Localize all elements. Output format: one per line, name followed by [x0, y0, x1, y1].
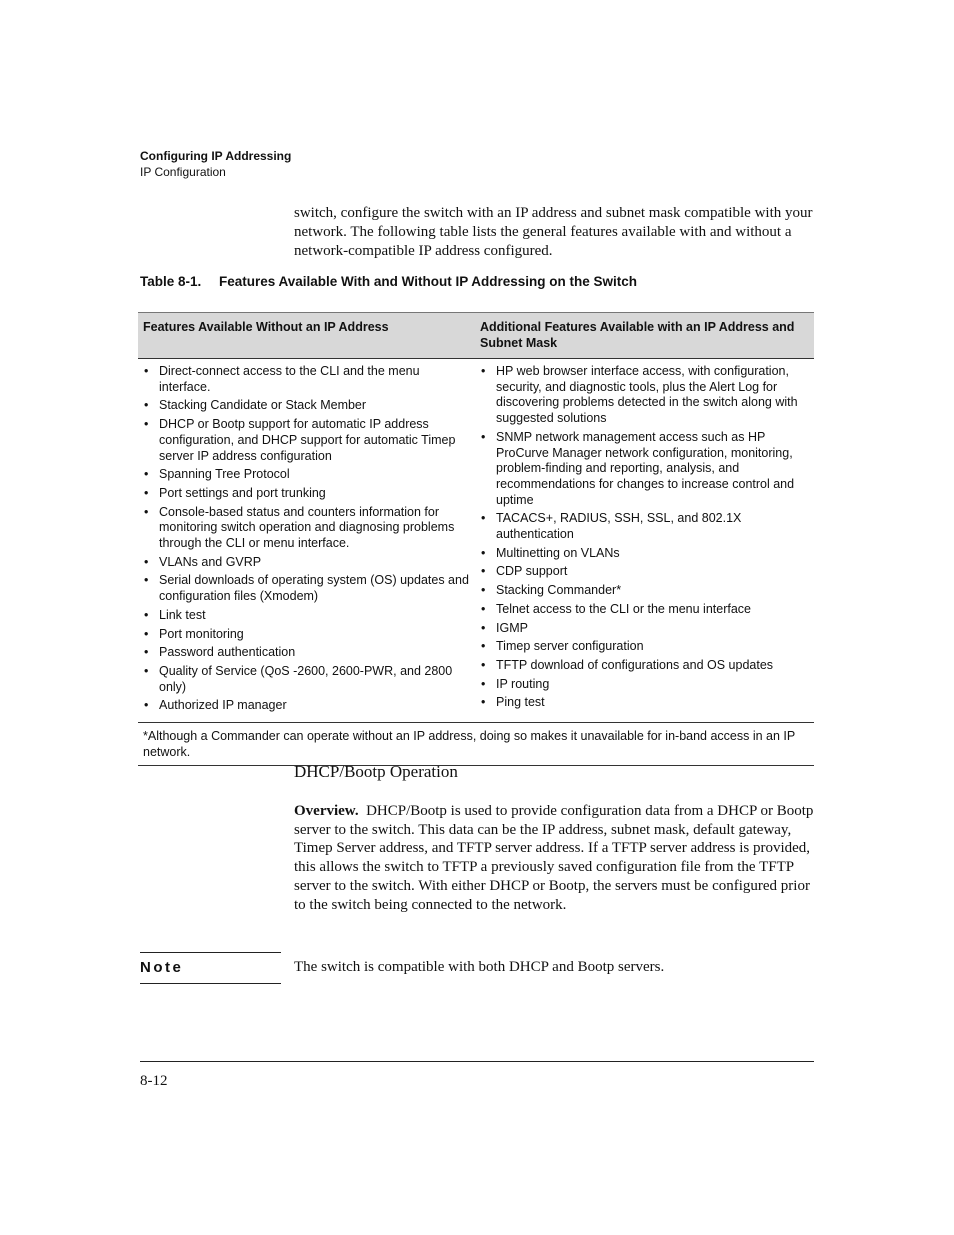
- list-item: • Port settings and port trunking: [144, 485, 326, 500]
- table-row: [138, 359, 814, 723]
- list-item: • Timep server configuration: [481, 639, 644, 654]
- header-without-ip: Features Available Without an IP Address: [138, 313, 475, 359]
- list-item: • DHCP or Bootp support for automatic IP address configuration, and DHCP support for automatic Timep server IP address configuration: [144, 417, 456, 463]
- list-item: • Ping test: [481, 695, 545, 710]
- list-item: • Quality of Service (QoS -2600, 2600-PWR, and 2800 only): [144, 663, 453, 694]
- features-table: [138, 312, 814, 766]
- footer-divider: [140, 1061, 814, 1062]
- note-text: The switch is compatible with both DHCP and Bootp servers.: [294, 959, 665, 975]
- list-item: • CDP support: [481, 564, 568, 579]
- page-number: 8-12: [140, 1073, 168, 1089]
- table-caption-title: Features Available With and Without IP Addressing on the Switch: [219, 274, 638, 289]
- table-footnote-row: [138, 723, 814, 766]
- list-item: • Stacking Commander*: [481, 583, 622, 598]
- overview-paragraph: [294, 802, 814, 914]
- section-title: IP Configuration: [140, 165, 226, 179]
- list-item: • TFTP download of configurations and OS updates: [481, 657, 774, 672]
- list-item: • Link test: [144, 607, 206, 622]
- header-with-ip: Additional Features Available with an IP Address and Subnet Mask: [475, 313, 814, 359]
- running-head: [140, 148, 291, 180]
- overview-label: Overview.: [294, 803, 359, 819]
- list-item: • Stacking Candidate or Stack Member: [144, 398, 367, 413]
- list-item: • Console-based status and counters information for monitoring switch operation and diagnosing problems through the CLI or menu interface.: [144, 504, 455, 551]
- overview-text: DHCP/Bootp is used to provide configuration data from a DHCP or Bootp server to the switch. This data can be the IP address, subnet mask, default gateway, Timep Server address, and TFTP server address. If a TFTP server address is provided, this allows the switch to TFTP a previously saved configuration file from the TFTP server to the switch. With either DHCP or Bootp, the servers must be configured prior to the switch being connected to the network.: [294, 803, 814, 913]
- chapter-title: Configuring IP Addressing: [140, 149, 292, 163]
- list-item: • Port monitoring: [144, 626, 244, 641]
- list-item: • Authorized IP manager: [144, 698, 287, 713]
- list-item: • HP web browser interface access, with configuration, security, and diagnostic tools, plus the Alert Log for discovering problems detected in the switch along with suggested solutions: [481, 364, 798, 426]
- list-item: • Serial downloads of operating system (OS) updates and configuration files (Xmodem): [144, 573, 469, 604]
- list-item: • SNMP network management access such as HP ProCurve Manager network configuration, monitoring, problem-finding and reporting, analysis, and recommendations for changes to increase control and uptime: [481, 429, 795, 507]
- list-item: • VLANs and GVRP: [144, 554, 262, 569]
- list-item: • Spanning Tree Protocol: [144, 467, 290, 482]
- col-without-ip: [138, 359, 475, 723]
- features-with-ip-list: [475, 364, 809, 711]
- list-item: • Password authentication: [144, 645, 296, 660]
- list-item: • Telnet access to the CLI or the menu interface: [481, 601, 751, 616]
- list-item: • Direct-connect access to the CLI and the menu interface.: [144, 364, 420, 394]
- features-without-ip-list: [138, 364, 470, 714]
- list-item: • IGMP: [481, 620, 528, 635]
- table-caption-number: Table 8-1.: [140, 274, 202, 289]
- table-caption: [140, 274, 637, 289]
- note-label: Note: [140, 959, 184, 976]
- section-heading: DHCP/Bootp Operation: [294, 762, 458, 781]
- intro-paragraph: switch, configure the switch with an IP address and subnet mask compatible with your network. The following table lists the general features available with and without a network-compatible IP address configured.: [294, 205, 813, 259]
- table-header-row: [138, 313, 814, 359]
- table-footnote: *Although a Commander can operate without an IP address, doing so makes it unavailable for in-band access in an IP network.: [138, 723, 814, 766]
- note-box: [140, 952, 281, 984]
- list-item: • IP routing: [481, 676, 550, 691]
- list-item: • Multinetting on VLANs: [481, 545, 620, 560]
- list-item: • TACACS+, RADIUS, SSH, SSL, and 802.1X authentication: [481, 511, 742, 542]
- col-with-ip: [475, 359, 814, 723]
